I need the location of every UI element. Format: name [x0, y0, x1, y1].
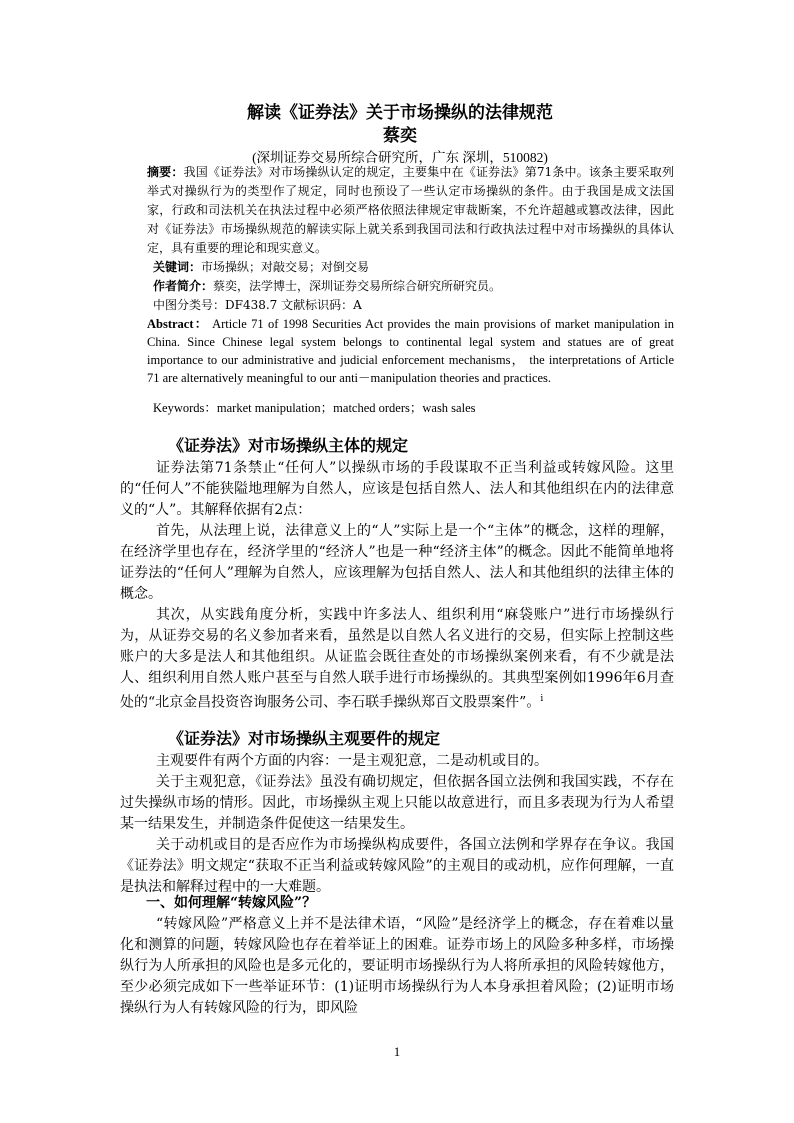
subsection1-heading: 一、如何理解“转嫁风险”？ — [146, 895, 317, 911]
section2-paragraph-2: 关于主观犯意，《证券法》虽没有确切规定，但依据各国立法例和我国实践，不存在过失操纵市场的情形。因此，市场操纵主观上只能以故意进行，而且多表现为行为人希望某一结果发生，并制造条件促使这一结果发生。 — [120, 774, 674, 832]
author-affiliation: (深圳证券交易所综合研究所，广东 深圳，510082) — [252, 150, 548, 165]
keywords-en: Keywords：market manipulation；matched orders；wash sales — [153, 401, 476, 415]
section2-heading: 《证券法》对市场操纵主观要件的规定 — [168, 729, 441, 748]
bio-label: 作者简介： — [153, 279, 214, 293]
bio-text: 蔡奕，法学博士，深圳证券交易所综合研究所研究员。 — [213, 279, 502, 293]
section1-paragraph-1: 证券法第71条禁止“任何人”以操纵市场的手段谋取不正当利益或转嫁风险。这里的“任何人”不能狭隘地理解为自然人，应该是包括自然人、法人和其他组织在内的法律意义的“人”。其解释依据有2点： — [120, 460, 674, 518]
author-bio — [153, 277, 501, 296]
abstract-en-text: Article 71 of 1998 Securities Act provides the main provisions of market manipulation in China. Since Chinese legal system belongs to continental legal system and statues are of great importance to our administrative and judicial enforcement mechanisms， the interpretations of Article 71 are alternatively meaningful to our anti－manipulation theories and practices. — [147, 317, 675, 385]
keywords-cn-text: 市场操纵；对敲交易；对倒交易 — [201, 260, 370, 274]
abstract-en — [147, 315, 674, 387]
abstract-cn — [147, 163, 674, 258]
classification-line: 中图分类号：DF438.7 文献标识码：A — [153, 298, 362, 312]
keywords-cn — [153, 258, 369, 277]
author-name: 蔡奕 — [383, 126, 417, 146]
paper-title: 解读《证券法》关于市场操纵的法律规范 — [247, 103, 553, 123]
section2-paragraph-1: 主观要件有两个方面的内容：一是主观犯意，二是动机或目的。 — [156, 753, 548, 769]
section1-paragraph-3-text: 其次，从实践角度分析，实践中许多法人、组织利用“麻袋账户”进行市场操纵行为，从证券交易的名义参加者来看，虽然是以自然人名义进行的交易，但实际上控制这些账户的大多是法人和其他组织。从证监会既往查处的市场操纵案例来看，有不少就是法人、组织利用自然人账户甚至与自然人联手进行市场操纵的。其典型案例如1996年6月查处的“北京金昌投资咨询服务公司、李石联手操纵郑百文股票案件”。 — [120, 607, 674, 711]
section2-paragraph-3: 关于动机或目的是否应作为市场操纵构成要件，各国立法例和学界存在争议。我国《证券法》明文规定“获取不正当利益或转嫁风险”的主观目的或动机，应作何理解，一直是执法和解释过程中的一大难题。 — [120, 837, 674, 895]
section1-heading: 《证券法》对市场操纵主体的规定 — [168, 436, 409, 455]
abstract-cn-text: 我国《证券法》对市场操纵认定的规定，主要集中在《证券法》第71条中。该条主要采取列举式对操纵行为的类型作了规定，同时也预设了一些认定市场操纵的条件。由于我国是成文法国家，行政和司法机关在执法过程中必须严格依照法律规定审裁断案，不允许超越或篡改法律，因此对《证券法》市场操纵规范的解读实际上就关系到我国司法和行政执法过程中对市场操纵的具体认定，具有重要的理论和现实意义。 — [147, 165, 674, 255]
subsection1-paragraph-1: “转嫁风险”严格意义上并不是法律术语，“风险”是经济学上的概念，存在着难以量化和测算的问题，转嫁风险也存在着举证上的困难。证券市场上的风险多种多样，市场操纵行为人所承担的风险也是多元化的，要证明市场操纵行为人将所承担的风险转嫁他方，至少必须完成如下一些举证环节：(1)证明市场操纵行为人本身承担着风险；(2)证明市场操纵行为人有转嫁风险的行为，即风险 — [120, 916, 674, 1016]
keywords-cn-label: 关键词： — [153, 260, 202, 274]
section1-paragraph-2: 首先，从法理上说，法律意义上的“人”实际上是一个“主体”的概念，这样的理解，在经济学里也存在，经济学里的“经济人”也是一种“经济主体”的概念。因此不能简单地将证券法的“任何人”理解为自然人，应该理解为包括自然人、法人和其他组织的法律主体的概念。 — [120, 523, 674, 602]
section1-paragraph-3 — [120, 605, 674, 714]
abstract-cn-label: 摘要： — [147, 165, 184, 179]
footnote-marker[interactable]: i — [540, 694, 544, 704]
page-number: 1 — [393, 1044, 401, 1059]
abstract-en-label: Abstract： — [147, 317, 209, 331]
